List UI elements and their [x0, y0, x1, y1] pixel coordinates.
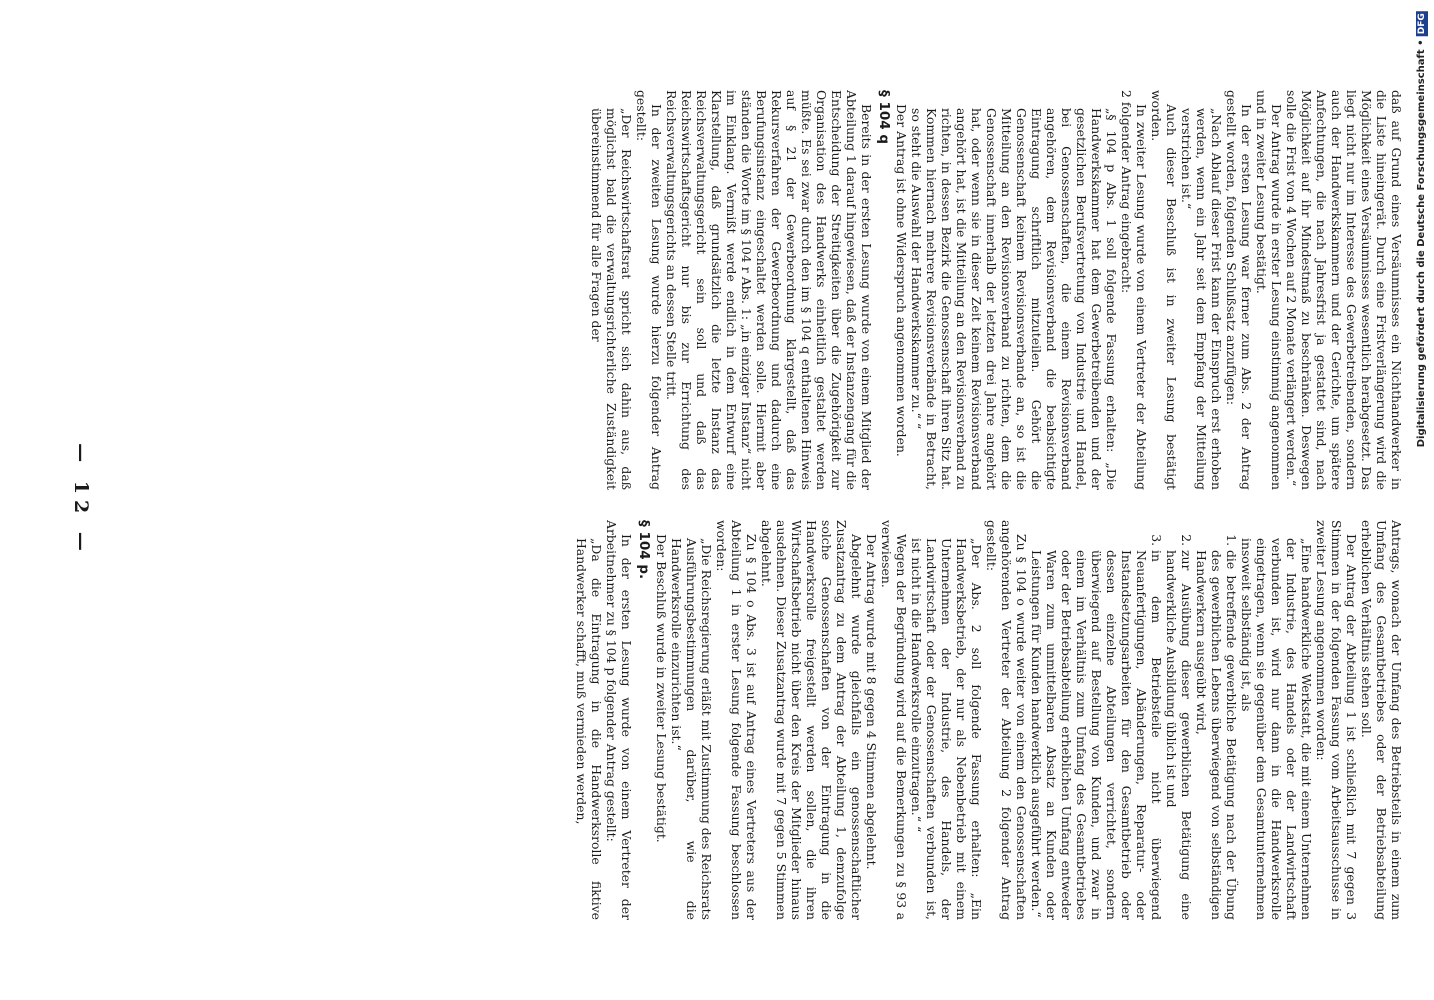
list-item: 1. die betreffende gewerbliche Betätigung nach der Übung des gewerblichen Lebens überwiegend von selbständigen Handwerkern ausgeübt wird, [1194, 550, 1239, 920]
paragraph: Der Antrag ist ohne Widerspruch angenommen worden. [894, 104, 909, 457]
page-number: — 12 — [70, 443, 92, 557]
digitization-notice [1416, 8, 1428, 447]
paragraph: Der Antrag wurde mit 8 gegen 4 Stimmen abgelehnt. [864, 534, 879, 870]
section-heading: § 104 p. [636, 520, 652, 580]
paragraph: In der zweiten Lesung wurde hierzu folgender Antrag gestellt: [634, 90, 664, 490]
paragraph: Zu § 104 o wurde weiter von einem den Genossenschaften angehörenden Vertreter der Abteilung 2 folgender Antrag gestellt: [984, 520, 1029, 920]
paragraph: Auch dieser Beschluß ist in zweiter Lesung bestätigt worden. [1149, 90, 1179, 490]
paragraph: In zweiter Lesung wurde von einem Vertreter der Abteilung 2 folgender Antrag eingebracht: [1119, 90, 1149, 490]
quotation: „Der Reichswirtschaftsrat spricht sich dahin aus, daß möglichst bald die verwaltungsrichterliche Zuständigkeit übereinstimmend für alle Fragen der [589, 108, 634, 490]
watermark-text: Digitalisierung gefördert durch die Deutsche Forschungsgemeinschaft • [1416, 39, 1427, 448]
paragraph: Antrags, wonach der Umfang des Betriebsteils in einem zum Umfang des Gesamtbetriebes oder der Betriebsabteilung erheblichen Verhältnis stehen soll. [1359, 520, 1404, 920]
dfg-logo: DFG [1417, 13, 1427, 35]
paragraph: In der ersten Lesung war ferner zum Abs. 2 der Antrag gestellt worden, folgenden Schlußsatz anzufügen: [1224, 90, 1254, 490]
numbered-list [1029, 520, 1239, 920]
paragraph: Der Antrag der Abteilung 1 ist schließlich mit 7 gegen 3 Stimmen in der folgenden Fassung vom Arbeitsausschusse in zweiter Lesung angenommen worden: [1314, 520, 1359, 920]
quotation: „Eine handwerkliche Werkstatt, die mit einem Unternehmen der Industrie, des Handels oder der Landwirtschaft verbunden ist, wird nur dann in die Handwerksrolle eingetragen, wenn sie gegenüber dem Gesamtunternehmen insoweit selbständig ist, als [1239, 538, 1314, 920]
paragraph: Bereits in der ersten Lesung wurde von einem Mitglied der Abteilung 1 darauf hingewiesen, daß der Instanzengang für die Entscheidung der Streitigkeiten über die Zugehörigkeit zur Organisation des Handwerks einheitlich gestaltet werden müßte. Es sei zwar durch den im § 104 q enthaltenen Hinweis auf § 21 der Gewerbeordnung klargestellt, daß das Rekursverfahren der Gewerbeordnung und dadurch eine Berufungsinstanz eingeschaltet werden solle. Hiermit aber ständen die Worte im § 104 r Abs. 1: „in einziger Instanz“ nicht im Einklang. Vermißt werde endlich in dem Entwurf eine Klarstellung, daß grundsätzlich die letzte Instanz das Reichsverwaltungsgericht sein soll und daß das Reichswirtschaftsgericht nur bis zur Errichtung des Reichsverwaltungsgerichts an dessen Stelle tritt. [664, 90, 874, 490]
right-column [114, 90, 1404, 490]
list-item: 3. in dem Betriebsteile nicht überwiegend Neuanfertigungen, Abänderungen, Reparatur- oder Instandsetzungsarbeiten für den Gesamtbetrieb oder dessen einzelne Abteilungen verrichtet, sondern überwiegend auf Bestellung von Kunden, und zwar in einem im Verhältnis zum Umfang des Gesamtbetriebes oder der Betriebsabteilung erheblichen Umfang entweder Waren zum unmittelbaren Absatz an Kunden oder Leistungen für Kunden handwerklich ausgeführt werden.“ [1029, 550, 1164, 920]
paragraph: Der Beschluß wurde in zweiter Lesung bestätigt. [654, 534, 669, 843]
paragraph: In der ersten Lesung wurde von einem Vertreter der Arbeitnehmer zu § 104 p folgender Antrag gestellt: [604, 520, 634, 920]
quotation: „Der Abs. 2 soll folgende Fassung erhalten: „Ein Handwerksbetrieb, der nur als Nebenbetrieb mit einem Unternehmen der Industrie, des Handels, der Landwirtschaft oder der Genossenschaften verbunden ist, ist nicht in die Handwerksrolle einzutragen.“ “ [909, 538, 984, 920]
paragraph: daß auf Grund eines Versäumnisses ein Nichthandwerker in die Liste hineingerät. Durch eine Fristverlängerung wird die Möglichkeit eines Versäumnisses wesentlich herabgesetzt. Das liegt nicht nur im Interesse des Gewerbetreibenden, sondern auch der Handwerkskammern und der Gerichte, um spätere Anfechtungen, die nach Jahresfrist ja gestattet sind, nach Möglichkeit auf ihr Mindestmaß zu beschränken. Deswegen solle die Frist von 4 Wochen auf 2 Monate verlängert werden.“ [1284, 90, 1404, 490]
quotation: „Da die Eintragung in die Handwerksrolle fiktive Handwerker schafft, muß vermieden werden, [574, 538, 604, 920]
paragraph: Abgelehnt wurde gleichfalls ein genossenschaftlicher Zusatzantrag zu dem Antrag der Abteilung 1, demzufolge solche Genossenschaften von der Eintragung in die Handwerksrolle freigestellt werden sollen, die ihren Wirtschaftsbetrieb nicht über den Kreis der Mitglieder hinaus ausdehnen. Dieser Zusatzantrag wurde mit 7 gegen 5 Stimmen abgelehnt. [759, 520, 864, 920]
paragraph: Der Antrag wurde in erster Lesung einstimmig angenommen und in zweiter Lesung bestätigt. [1254, 90, 1284, 490]
quotation: „Nach Ablauf dieser Frist kann der Einspruch erst erhoben werden, wenn ein Jahr seit dem Empfang der Mitteilung verstrichen ist.“ [1179, 108, 1224, 490]
paragraph: Zu § 104 o Abs. 3 ist auf Antrag eines Vertreters aus der Abteilung 1 in erster Lesung folgende Fassung beschlossen worden: [714, 520, 759, 920]
quotation: „Die Reichsregierung erläßt mit Zustimmung des Reichsrats Ausführungsbestimmungen darüber, wie die Handwerksrolle einzurichten ist.“ [669, 538, 714, 920]
quotation: „§ 104 p Abs. 1 soll folgende Fassung erhalten: „Die Handwerkskammer hat dem Gewerbetreibenden und der gesetzlichen Berufsvertretung von Industrie und Handel, bei Genossenschaften, die einem Revisionsverband angehören, dem Revisionsverband die beabsichtigte Eintragung schriftlich mitzuteilen. Gehört die Genossenschaft keinem Revisionsverbande an, so ist die Mitteilung an den Revisionsverband zu richten, dem die Genossenschaft innerhalb der letzten drei Jahre angehört hat, oder wenn sie in dieser Zeit keinem Revisionsverband angehört hat, ist die Mitteilung an den Revisionsverband zu richten, in dessen Bezirk die Genossenschaft ihren Sitz hat. Kommen hiernach mehrere Revisionsverbände in Betracht, so steht die Auswahl der Handwerkskammer zu.“ “ [909, 108, 1119, 490]
left-column [114, 520, 1404, 920]
section-heading: § 104 q [876, 90, 892, 144]
paragraph: Wegen der Begründung wird auf die Bemerkungen zu § 93 a verwiesen. [879, 520, 909, 920]
list-item: 2. zur Ausübung dieser gewerblichen Betätigung eine handwerkliche Ausbildung üblich ist und [1164, 550, 1194, 920]
